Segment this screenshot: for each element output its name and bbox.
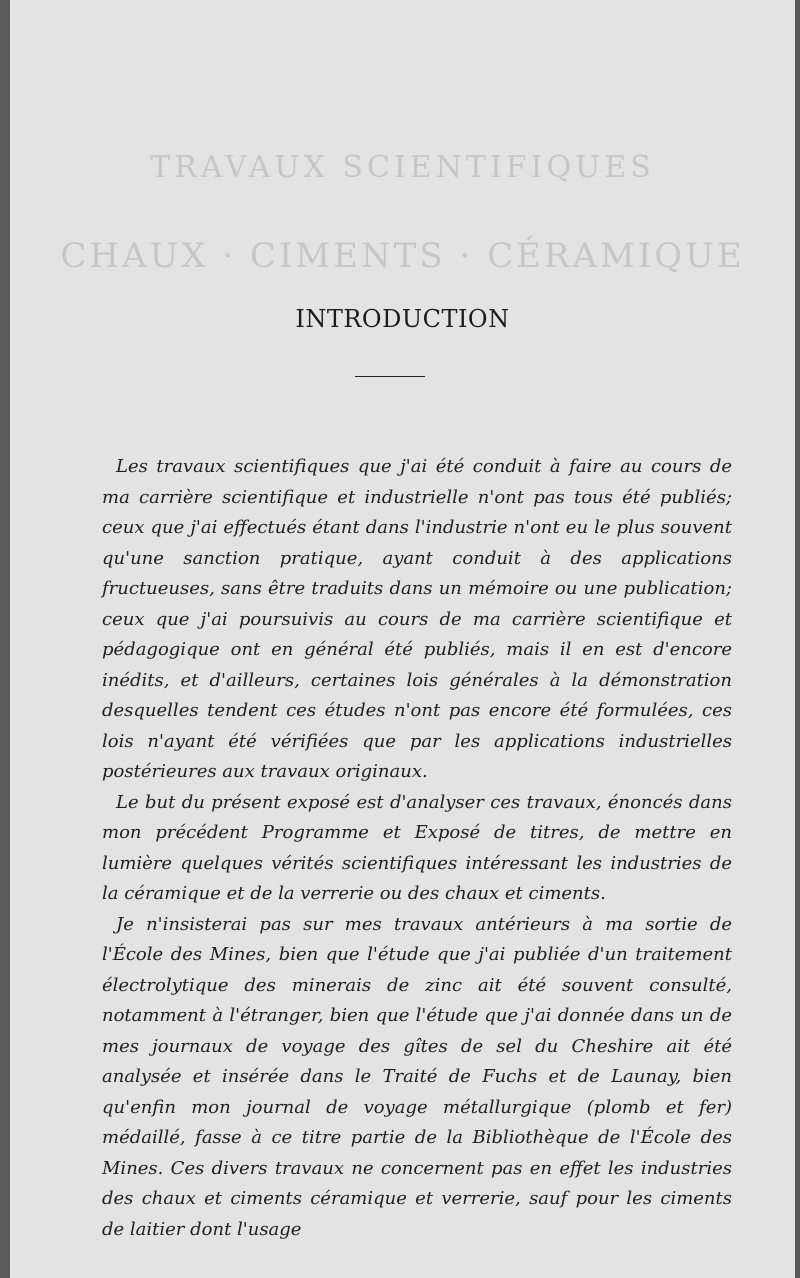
paragraph-2: Le but du présent exposé est d'analyser ces travaux, énoncés dans mon précédent Programme et Exposé de titres, de mettre en lumière quelques vérités scientifiques intéressant les industries de la céramique et de la verrerie ou des chaux et ciments. [102,791,732,904]
show-through-heading-2: CHAUX · CIMENTS · CÉRAMIQUE [60,236,745,276]
body-text [102,452,732,1245]
title-rule [355,376,425,377]
page-title: INTRODUCTION [295,305,510,333]
paragraph-1: Les travaux scientifiques que j'ai été conduit à faire au cours de ma carrière scientifique et industrielle n'ont pas tous été publiés; ceux que j'ai effectués étant dans l'industrie n'ont eu le plus souvent qu'une sanction pratique, ayant conduit à des applications fructueuses, sans être traduits dans un mémoire ou une publication; ceux que j'ai poursuivis au cours de ma carrière scientifique et pédagogique ont en général été publiés, mais il en est d'encore inédits, et d'ailleurs, certaines lois générales à la démonstration desquelles tendent ces études n'ont pas encore été formulées, ces lois n'ayant été vérifiées que par les applications industrielles postérieures aux travaux originaux. [102,456,732,782]
document-page [10,0,795,1278]
paragraph-3: Je n'insisterai pas sur mes travaux antérieurs à ma sortie de l'École des Mines, bien que l'étude que j'ai publiée d'un traitement électrolytique des minerais de zinc ait été souvent consulté, notamment à l'étranger, bien que l'étude que j'ai donnée dans un de mes journaux de voyage des gîtes de sel du Cheshire ait été analysée et insérée dans le Traité de Fuchs et de Launay, bien qu'enfin mon journal de voyage métallurgique (plomb et fer) médaillé, fasse à ce titre partie de la Bibliothèque de l'École des Mines. Ces divers travaux ne concernent pas en effet les industries des chaux et ciments céramique et verrerie, sauf pour les ciments de laitier dont l'usage [102,913,732,1240]
show-through-heading-1: TRAVAUX SCIENTIFIQUES [150,150,655,185]
